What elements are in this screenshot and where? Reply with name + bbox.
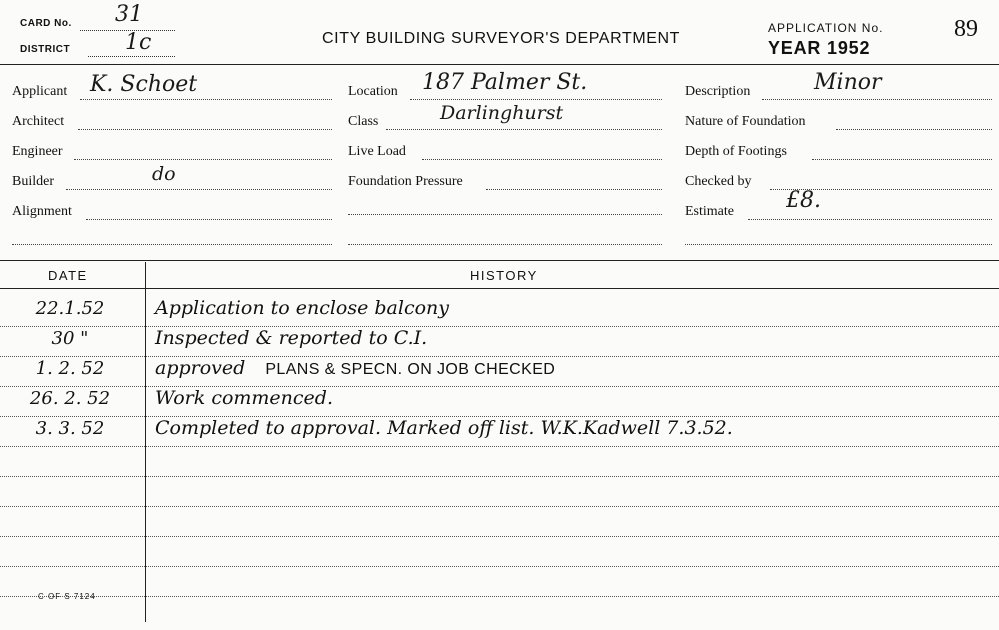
- applicant-line: [80, 99, 332, 100]
- district-label: DISTRICT: [20, 44, 71, 55]
- history-row-date: 30 ": [51, 328, 89, 349]
- district-line: [88, 56, 175, 57]
- history-row-date: 1. 2. 52: [35, 358, 105, 379]
- history-header-divider: [0, 288, 999, 289]
- applicant-value: K. Schoet: [90, 72, 198, 97]
- column1-blank-line: [12, 244, 332, 245]
- architect-line: [78, 129, 332, 130]
- history-row: [0, 386, 999, 417]
- nature-of-foundation-line: [836, 129, 992, 130]
- builder-label: Builder: [12, 174, 54, 189]
- history-row: [0, 566, 999, 597]
- description-value: Minor: [814, 70, 882, 95]
- history-row-date: 26. 2. 52: [29, 388, 111, 409]
- history-row: [0, 296, 999, 327]
- alignment-line: [86, 219, 332, 220]
- fields-divider: [0, 260, 999, 261]
- plans-checked-stamp: PLANS & SPECN. ON JOB CHECKED: [265, 361, 556, 378]
- description-line: [762, 99, 992, 100]
- history-row-text: Work commenced.: [155, 387, 333, 409]
- history-row: [0, 416, 999, 447]
- history-row: [0, 326, 999, 357]
- card-no-value: 31: [115, 2, 143, 27]
- estimate-label: Estimate: [685, 204, 734, 219]
- location-label: Location: [348, 84, 398, 99]
- application-no-value: 89: [954, 16, 978, 42]
- estimate-line: [748, 219, 992, 220]
- estimate-value: £8.: [786, 188, 821, 213]
- history-row: [0, 476, 999, 507]
- checked-by-label: Checked by: [685, 174, 752, 189]
- location-value: 187 Palmer St.: [422, 70, 588, 95]
- nature-of-foundation-label: Nature of Foundation: [685, 114, 806, 129]
- column2-blank-line: [348, 214, 662, 215]
- history-row-text: Completed to approval. Marked off list. W.K.Kadwell 7.3.52.: [155, 417, 733, 439]
- class-label: Class: [348, 114, 379, 129]
- application-no-label: APPLICATION No.: [768, 21, 884, 35]
- history-row-text: Inspected & reported to C.I.: [155, 327, 428, 349]
- department-title: CITY BUILDING SURVEYOR'S DEPARTMENT: [322, 30, 681, 47]
- header-divider: [0, 64, 999, 65]
- foundation-pressure-line: [486, 189, 662, 190]
- alignment-label: Alignment: [12, 204, 72, 219]
- card-no-label: CARD No.: [20, 18, 72, 29]
- district-value: 1c: [125, 30, 152, 55]
- foundation-pressure-label: Foundation Pressure: [348, 174, 463, 189]
- history-row-date: 22.1.52: [35, 298, 105, 319]
- column2-blank-line-2: [348, 244, 662, 245]
- history-row: [0, 536, 999, 567]
- class-line: [386, 129, 662, 130]
- form-number: C OF S 7124: [38, 592, 96, 601]
- history-row: [0, 506, 999, 537]
- year-label: YEAR 1952: [768, 38, 871, 58]
- column3-blank-line: [685, 244, 992, 245]
- applicant-label: Applicant: [12, 84, 68, 99]
- history-column-header: HISTORY: [470, 268, 538, 283]
- location-line: [410, 99, 662, 100]
- description-label: Description: [685, 84, 751, 99]
- builder-value: do: [152, 163, 176, 185]
- builder-line: [66, 189, 332, 190]
- date-column-header: DATE: [48, 268, 88, 283]
- history-row-date: 3. 3. 52: [35, 418, 105, 439]
- history-row-text: approved: [155, 357, 246, 379]
- live-load-line: [422, 159, 662, 160]
- history-row: [0, 446, 999, 477]
- engineer-label: Engineer: [12, 144, 63, 159]
- depth-of-footings-label: Depth of Footings: [685, 144, 787, 159]
- history-row-text: Application to enclose balcony: [155, 297, 449, 319]
- depth-of-footings-line: [812, 159, 992, 160]
- architect-label: Architect: [12, 114, 65, 129]
- live-load-label: Live Load: [348, 144, 406, 159]
- class-value: Darlinghurst: [440, 102, 564, 124]
- history-row-text-wrapper: [155, 357, 555, 379]
- history-row: [0, 356, 999, 387]
- engineer-line: [74, 159, 332, 160]
